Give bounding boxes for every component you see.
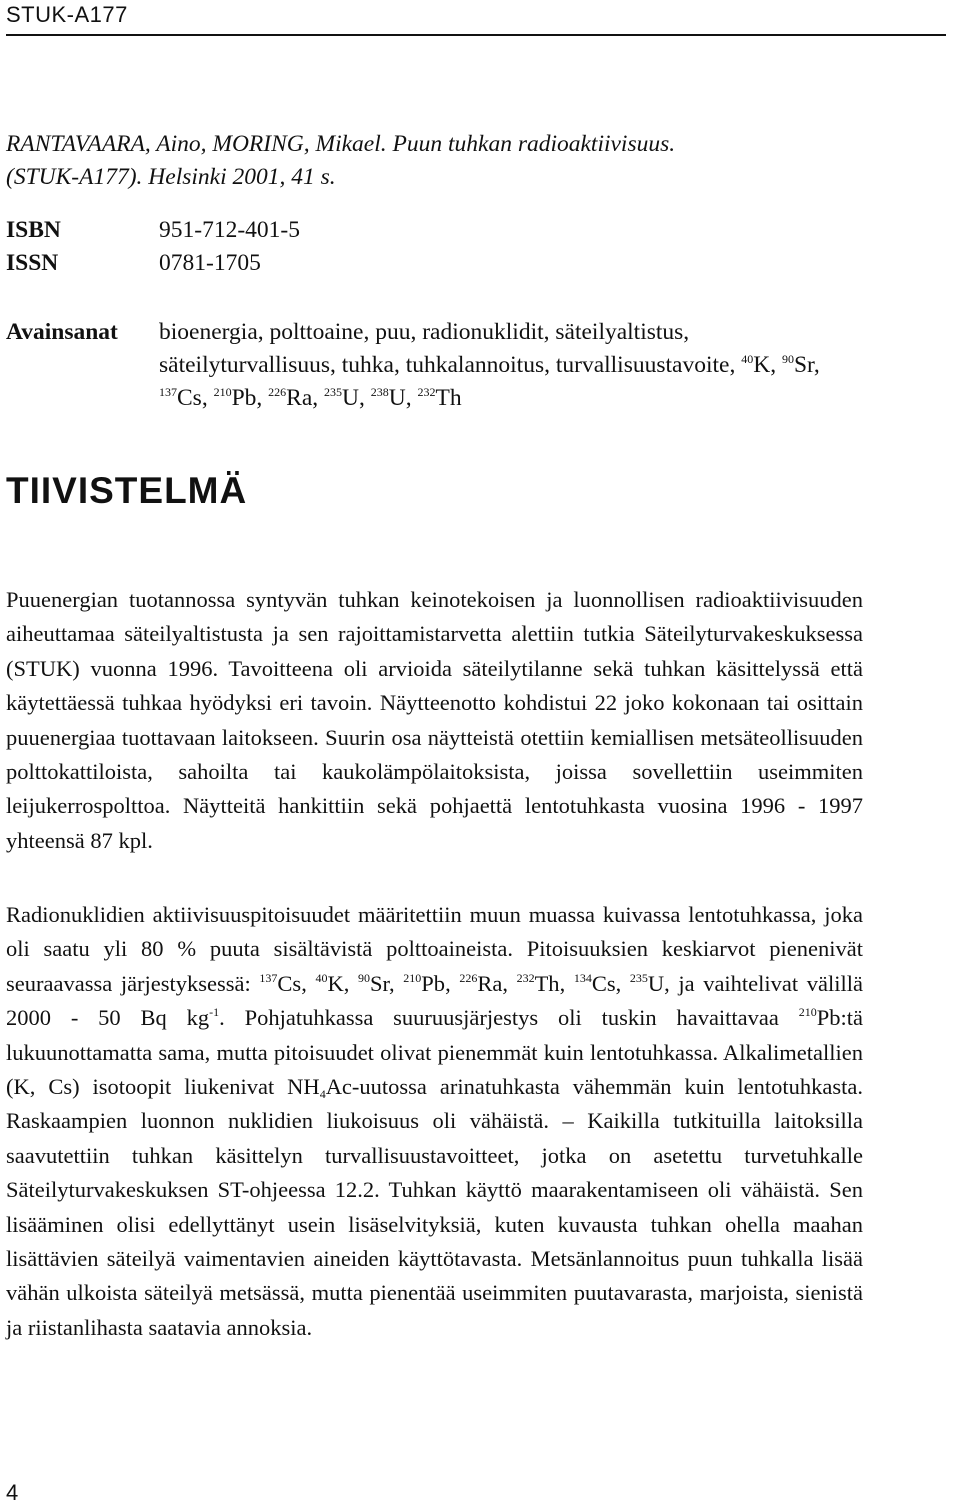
nuclide-mass-number: 238 (370, 385, 389, 399)
report-code: STUK-A177 (6, 2, 128, 27)
nuclide-order-list: $^{137}$Cs, $^{40}$K, $^{90}$Sr, $^{210}$Pb, $^{226}$Ra, $^{232}$Th, $^{134}$Cs, $^{235}$U (259, 970, 665, 996)
citation-line-2: (STUK-A177). Helsinki 2001, 41 s. (6, 164, 336, 190)
nuclide-symbol: Sr (369, 970, 390, 996)
nuclide-symbol: K (753, 352, 771, 378)
nuclide-symbol: Pb (231, 385, 257, 411)
paragraph-2-text-d: Pb:tä lukuunottamatta sama, mutta pitoisuudet olivat pienemmät kuin lentotuhkassa. Alkalimetallien (K, Cs) isotoopit liukenivat NH (6, 1005, 863, 1100)
nuclide-mass-number: 137 (259, 970, 278, 985)
nuclide-symbol: Cs (177, 385, 202, 411)
nuclide-mass-number: 137 (159, 385, 177, 399)
nuclide-symbol: K (327, 970, 344, 996)
nh4-subscript: 4 (319, 1087, 326, 1102)
nuclide-symbol: Pb (421, 970, 446, 996)
nuclide-mass-number: 90 (781, 352, 794, 366)
nuclide-mass-number: 232 (516, 970, 535, 985)
nuclide-symbol: U (342, 385, 359, 411)
section-title: TIIVISTELMÄ (6, 470, 248, 511)
nuclide-mass-number: 226 (459, 970, 478, 985)
nuclide-mass-number: 235 (324, 385, 343, 399)
page-number: 4 (6, 1480, 19, 1505)
keywords-list (159, 316, 869, 415)
nuclide-symbol: Cs (591, 970, 616, 996)
paragraph-2-text-e: Ac-uutossa arinatuhkasta vähemmän kuin lentotuhkasta. Raskaampien luonnon nuklidien liukoisuus oli vähäistä. – Kaikilla tutkituilla laitoksilla saavutettiin tuhkan käsittelyn turvallisuustavoitteet, jotka on asetettu turvetuhkalle Säteilyturvakeskuksen ST-ohjeessa 12.2. Tuhkan käyttö maarakentamiseen oli vähäistä. Sen lisääminen olisi edellyttänyt usein lisäselvityksiä, kuten kuvausta tuhkan ohella maahan lisättävien säteilyä vaimentavien aineiden käyttötavasta. Metsänlannoitus puun tuhkalla lisää vähän ulkoista säteilyä metsässä, mutta pienentää useimmiten puutavarasta, marjoista, sienistä ja riistanlihasta saatavia annoksia. (6, 1074, 863, 1340)
nuclide-mass-number: 226 (268, 385, 287, 399)
isbn-value: 951-712-401-5 (159, 217, 300, 243)
nuclide-symbol: U (647, 970, 665, 996)
nuclide-symbol: Sr (793, 352, 814, 378)
abstract-paragraph-2 (6, 898, 863, 1345)
nuclide-mass-number: 235 (629, 970, 648, 985)
nuclide-mass-number: 232 (417, 385, 436, 399)
paragraph-2-text-a: Radionuklidien aktiivisuuspitoisuudet määritettiin muun muassa kuivassa lentotuhkassa, joka oli saatu yli 80 % puuta sisältävistä polttoaineista. Pitoisuuksien keskiarvot pienenivät seuraavassa järjestyksessä: (6, 902, 863, 996)
nuclide-symbol: Cs (277, 970, 302, 996)
nuclide-symbol: Th (435, 385, 462, 411)
nuclide-mass-number: 134 (573, 970, 592, 985)
paragraph-2-text-c: . Pohjatuhkassa suuruusjärjestys oli tuskin havaittavaa (219, 1005, 779, 1031)
nuclide-mass-number: 90 (357, 970, 370, 985)
nuclide-mass-number: 210 (403, 970, 422, 985)
issn-label: ISSN (6, 250, 59, 276)
issn-value: 0781-1705 (159, 250, 261, 276)
keywords-text: bioenergia, polttoaine, puu, radionuklidit, säteilyaltistus, säteilyturvallisuus, tuhka, tuhkalannoitus, turvallisuustavoite, (159, 319, 736, 378)
nuclide-mass-number: 210 (213, 385, 232, 399)
abstract-paragraph-1: Puuenergian tuotannossa syntyvän tuhkan keinotekoisen ja luonnollisen radioaktiivisuuden aiheuttamaa säteilyaltistusta ja sen rajoittamistarvetta alettiin tutkia Säteilyturvakeskuksessa (STUK) vuonna 1996. Tavoitteena oli arvioida säteilytilanne sekä tuhkan käsittelyssä että käytettäessä tuhkaa hyödyksi eri tavoin. Näytteenotto kohdistui 22 joko kokonaan tai osittain puuenergiaa tuottavaan laitokseen. Suurin osa näytteistä otettiin kemiallisen metsäteollisuuden polttokattiloista, sahoilta tai kaukolämpölaitoksista, joissa sovellettiin useimmiten leijukerrospolttoa. Näytteitä hankittiin sekä pohjaettä lentotuhkasta vuosina 1996 - 1997 yhteensä 87 kpl. (6, 587, 863, 853)
isbn-label: ISBN (6, 217, 61, 243)
nuclide-symbol: Th (534, 970, 560, 996)
nuclide-mass-number: 40 (741, 352, 754, 366)
nuclide-symbol: U (388, 385, 406, 411)
pb-mass-number: 210 (798, 1005, 817, 1020)
nuclide-mass-number: 40 (315, 970, 328, 985)
unit-exponent: -1 (209, 1005, 220, 1020)
nuclide-symbol: Ra (477, 970, 503, 996)
keyword-nuclides: $^{40}$K, $^{90}$Sr, $^{137}$Cs, $^{210}$Pb, $^{226}$Ra, $^{235}$U, $^{238}$U, $^{232}$Th (159, 352, 820, 411)
citation-line-1: RANTAVAARA, Aino, MORING, Mikael. Puun tuhkan radioaktiivisuus. (6, 131, 676, 157)
bibliographic-citation (6, 128, 906, 194)
paragraph-2-text-b: , ja vaihtelivat välillä 2000 - 50 Bq kg (6, 970, 864, 1031)
header-divider (6, 34, 946, 36)
nuclide-symbol: Ra (286, 385, 313, 411)
keywords-label: Avainsanat (6, 319, 118, 345)
